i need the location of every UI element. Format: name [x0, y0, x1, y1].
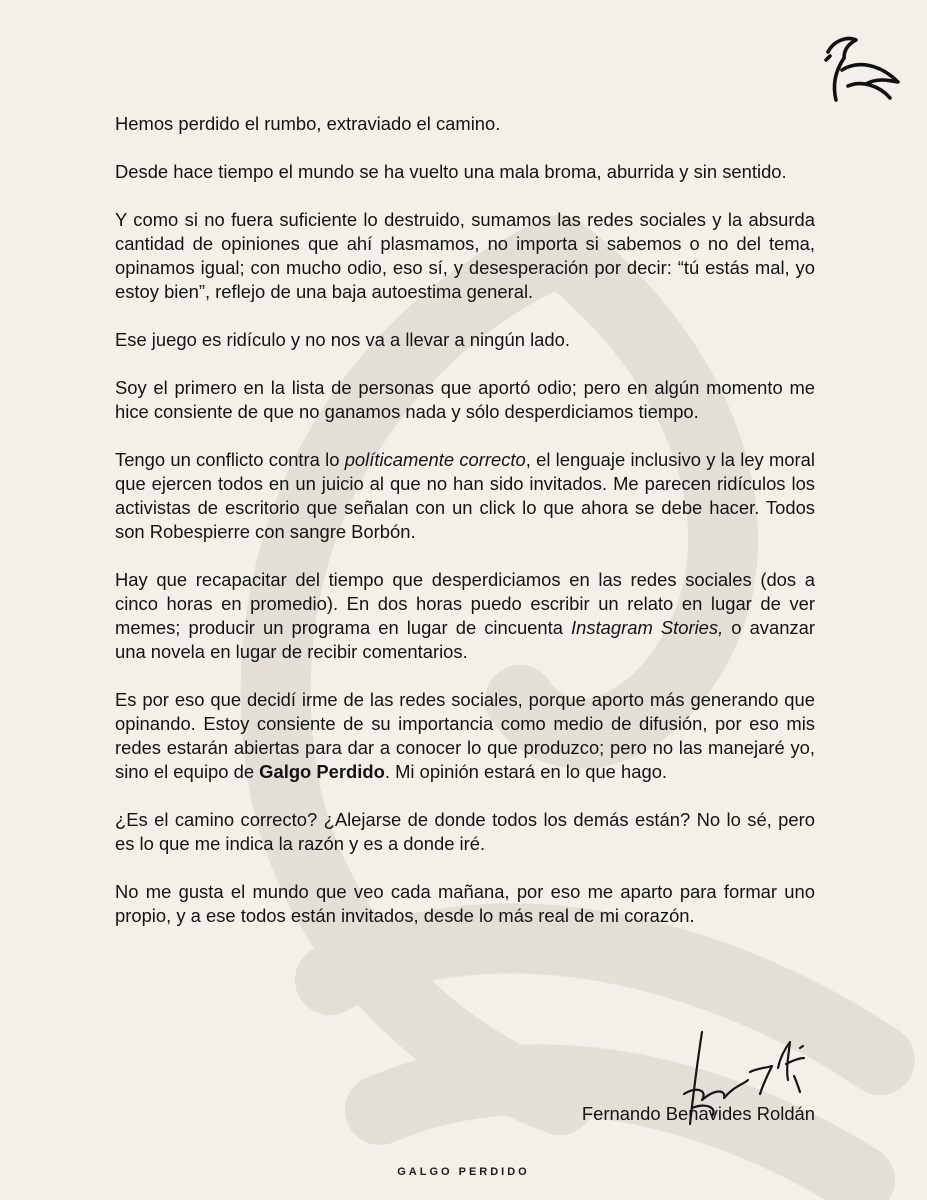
paragraph-9: ¿Es el camino correcto? ¿Alejarse de donde todos los demás están? No lo sé, pero es lo que me indica la razón y es a donde iré. [115, 809, 815, 854]
paragraph-10: No me gusta el mundo que veo cada mañana, por eso me aparto para formar uno propio, y a ese todos están invitados, desde lo más real de mi corazón. [115, 881, 815, 926]
paragraph-8-text-a: Es por eso que decidí irme de las redes sociales, porque aporto más generando que opinando. Estoy consiente de su importancia como medio de difusión, por eso mis redes estarán abiertas para dar a conocer lo que produzco; pero no las manejaré yo, sino el equipo de [115, 689, 815, 782]
signature-name: Fernando Benavides Roldán [581, 1103, 815, 1124]
paragraph-4: Ese juego es ridículo y no nos va a llevar a ningún lado. [115, 329, 570, 350]
paragraph-8-text-b: . Mi opinión estará en lo que hago. [384, 761, 668, 782]
paragraph-6-emphasis: políticamente correcto [344, 449, 526, 470]
paragraph-7-text-b: o avanzar una novela en lugar de recibir comentarios. [115, 617, 815, 662]
paragraph-3: Y como si no fuera suficiente lo destruido, sumamos las redes sociales y la absurda cantidad de opiniones que ahí plasmamos, no importa si sabemos o no del tema, opinamos igual; con mucho odio, eso sí, y desesperación por decir: “tú estás mal, yo estoy bien”, reflejo de una baja autoestima general. [115, 209, 815, 302]
paragraph-5: Soy el primero en la lista de personas que aportó odio; pero en algún momento me hice consiente de que no ganamos nada y sólo desperdiciamos tiempo. [115, 377, 815, 422]
paragraph-6-text-b: , el lenguaje inclusivo y la ley moral que ejercen todos en un juicio al que no han sido invitados. Me parecen ridículos los activistas de escritorio que señalan con un click lo que ahora se debe hacer. Todos son Robespierre con sangre Borbón. [115, 449, 815, 542]
paragraph-6-text-a: Tengo un conflicto contra lo [115, 449, 345, 470]
paragraph-7 [115, 568, 815, 664]
paragraph-7-text-a: Hay que recapacitar del tiempo que desperdiciamos en las redes sociales (dos a cinco horas en promedio). En dos horas puedo escribir un relato en lugar de ver memes; producir un programa en lugar de cincuenta [115, 569, 815, 638]
letter-body [115, 112, 815, 952]
greyhound-head-icon [818, 30, 908, 106]
paragraph-6 [115, 448, 815, 544]
paragraph-2: Desde hace tiempo el mundo se ha vuelto una mala broma, aburrida y sin sentido. [115, 161, 787, 182]
paragraph-8-brand-name: Galgo Perdido [259, 761, 385, 782]
paragraph-8 [115, 688, 815, 784]
paragraph-1: Hemos perdido el rumbo, extraviado el camino. [115, 113, 501, 134]
footer-brand-label: GALGO PERDIDO [397, 1166, 530, 1178]
paragraph-7-emphasis: Instagram Stories, [571, 617, 724, 638]
